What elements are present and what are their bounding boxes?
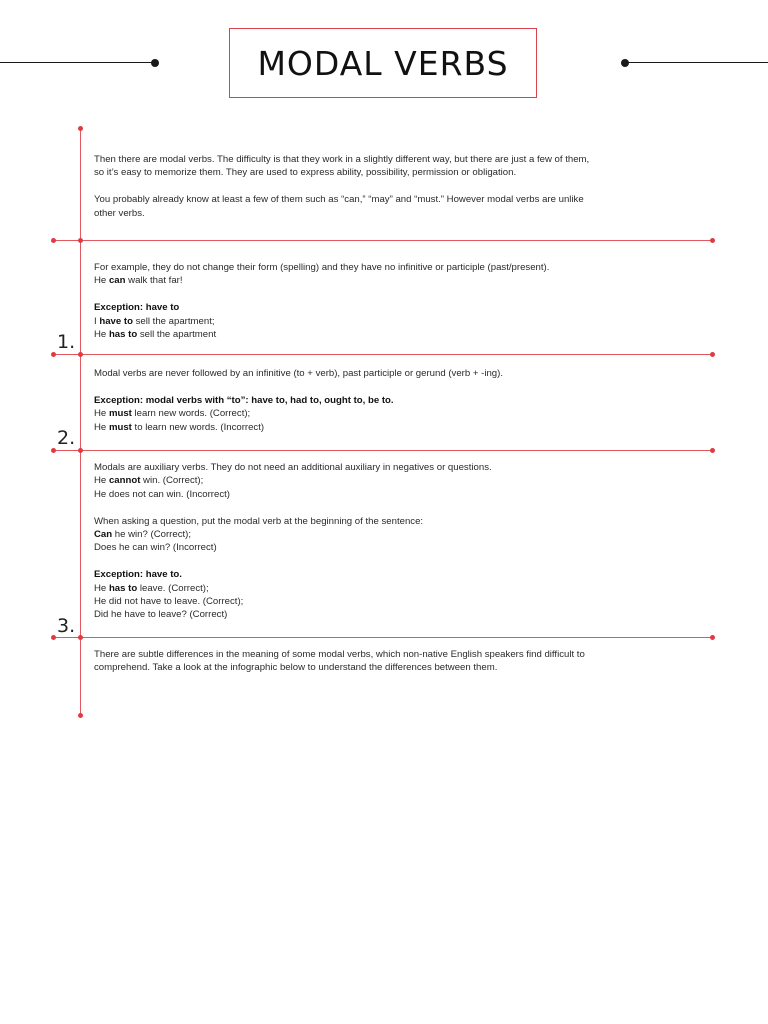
timeline-vertical xyxy=(80,128,81,715)
separator-4-left-dot xyxy=(51,635,56,640)
separator-1 xyxy=(53,240,713,241)
section-number-2: 2. xyxy=(57,427,76,449)
separator-3 xyxy=(53,450,713,451)
section3-question-example-2: Does he can win? (Incorrect) xyxy=(94,542,217,554)
section2-example-1: He must learn new words. (Correct); xyxy=(94,408,251,420)
section3-question-intro: When asking a question, put the modal verb at the beginning of the sentence: xyxy=(94,515,424,527)
separator-4-mid-dot xyxy=(78,635,83,640)
intro-p1-line1: Then there are modal verbs. The difficulty is that they work in a slightly different way, but there are just a few of them, xyxy=(94,154,590,165)
intro-p2-line2: other verbs. xyxy=(94,207,145,219)
section3-question-example-1: Can he win? (Correct); xyxy=(94,529,192,541)
closing-line2: comprehend. Take a look at the infographic below to understand the differences between them. xyxy=(94,662,498,674)
section3-line1: Modals are auxiliary verbs. They do not need an additional auxiliary in negatives or questions. xyxy=(94,462,492,473)
section3-exception-example-3: Did he have to leave? (Correct) xyxy=(94,609,228,621)
section-1-block xyxy=(94,261,664,341)
section1-exception-example-1: I have to sell the apartment; xyxy=(94,315,215,327)
section-number-1: 1. xyxy=(57,331,76,353)
header-rule-left-dot xyxy=(151,59,159,67)
intro-p1-line2: so it’s easy to memorize them. They are used to express ability, possibility, permission or obligation. xyxy=(94,167,517,179)
separator-2 xyxy=(53,354,713,355)
closing-block xyxy=(94,648,664,675)
section2-line1: Modal verbs are never followed by an infinitive (to + verb), past participle or gerund (verb + -ing). xyxy=(94,368,503,379)
separator-3-right-dot xyxy=(710,448,715,453)
section-number-3: 3. xyxy=(57,615,76,637)
title-box xyxy=(229,28,537,98)
section-3-block xyxy=(94,461,664,622)
page-title: MODAL VERBS xyxy=(257,43,509,83)
separator-1-right-dot xyxy=(710,238,715,243)
separator-3-left-dot xyxy=(51,448,56,453)
intro-p2-line1: You probably already know at least a few of them such as “can,” “may” and “must.” However modal verbs are unlike xyxy=(94,194,584,206)
timeline-top-dot xyxy=(78,126,83,131)
separator-4-right-dot xyxy=(710,635,715,640)
separator-2-right-dot xyxy=(710,352,715,357)
separator-2-mid-dot xyxy=(78,352,83,357)
separator-4 xyxy=(53,637,713,638)
header-rule-left xyxy=(0,62,155,63)
header-rule-right-dot xyxy=(621,59,629,67)
intro-block xyxy=(94,153,664,220)
section2-example-2: He must to learn new words. (Incorrect) xyxy=(94,421,265,433)
closing-line1: There are subtle differences in the meaning of some modal verbs, which non-native English speakers find difficult to xyxy=(94,649,585,660)
separator-3-mid-dot xyxy=(78,448,83,453)
section3-aux-example-2: He does not can win. (Incorrect) xyxy=(94,488,230,500)
section2-exception-heading: Exception: modal verbs with “to”: have to, had to, ought to, be to. xyxy=(94,394,394,406)
section1-exception-heading: Exception: have to xyxy=(94,302,180,314)
section3-exception-heading: Exception: have to. xyxy=(94,569,182,581)
section3-exception-example-2: He did not have to leave. (Correct); xyxy=(94,596,244,608)
section3-aux-example-1: He cannot win. (Correct); xyxy=(94,475,204,487)
section-2-block xyxy=(94,367,664,434)
header-rule-right xyxy=(625,62,768,63)
timeline-bottom-dot xyxy=(78,713,83,718)
section1-line1: For example, they do not change their form (spelling) and they have no infinitive or participle (past/present). xyxy=(94,262,550,273)
section1-exception-example-2: He has to sell the apartment xyxy=(94,329,217,341)
separator-1-mid-dot xyxy=(78,238,83,243)
section1-example: He can walk that far! xyxy=(94,275,183,287)
separator-1-left-dot xyxy=(51,238,56,243)
separator-2-left-dot xyxy=(51,352,56,357)
section3-exception-example-1: He has to leave. (Correct); xyxy=(94,582,209,594)
